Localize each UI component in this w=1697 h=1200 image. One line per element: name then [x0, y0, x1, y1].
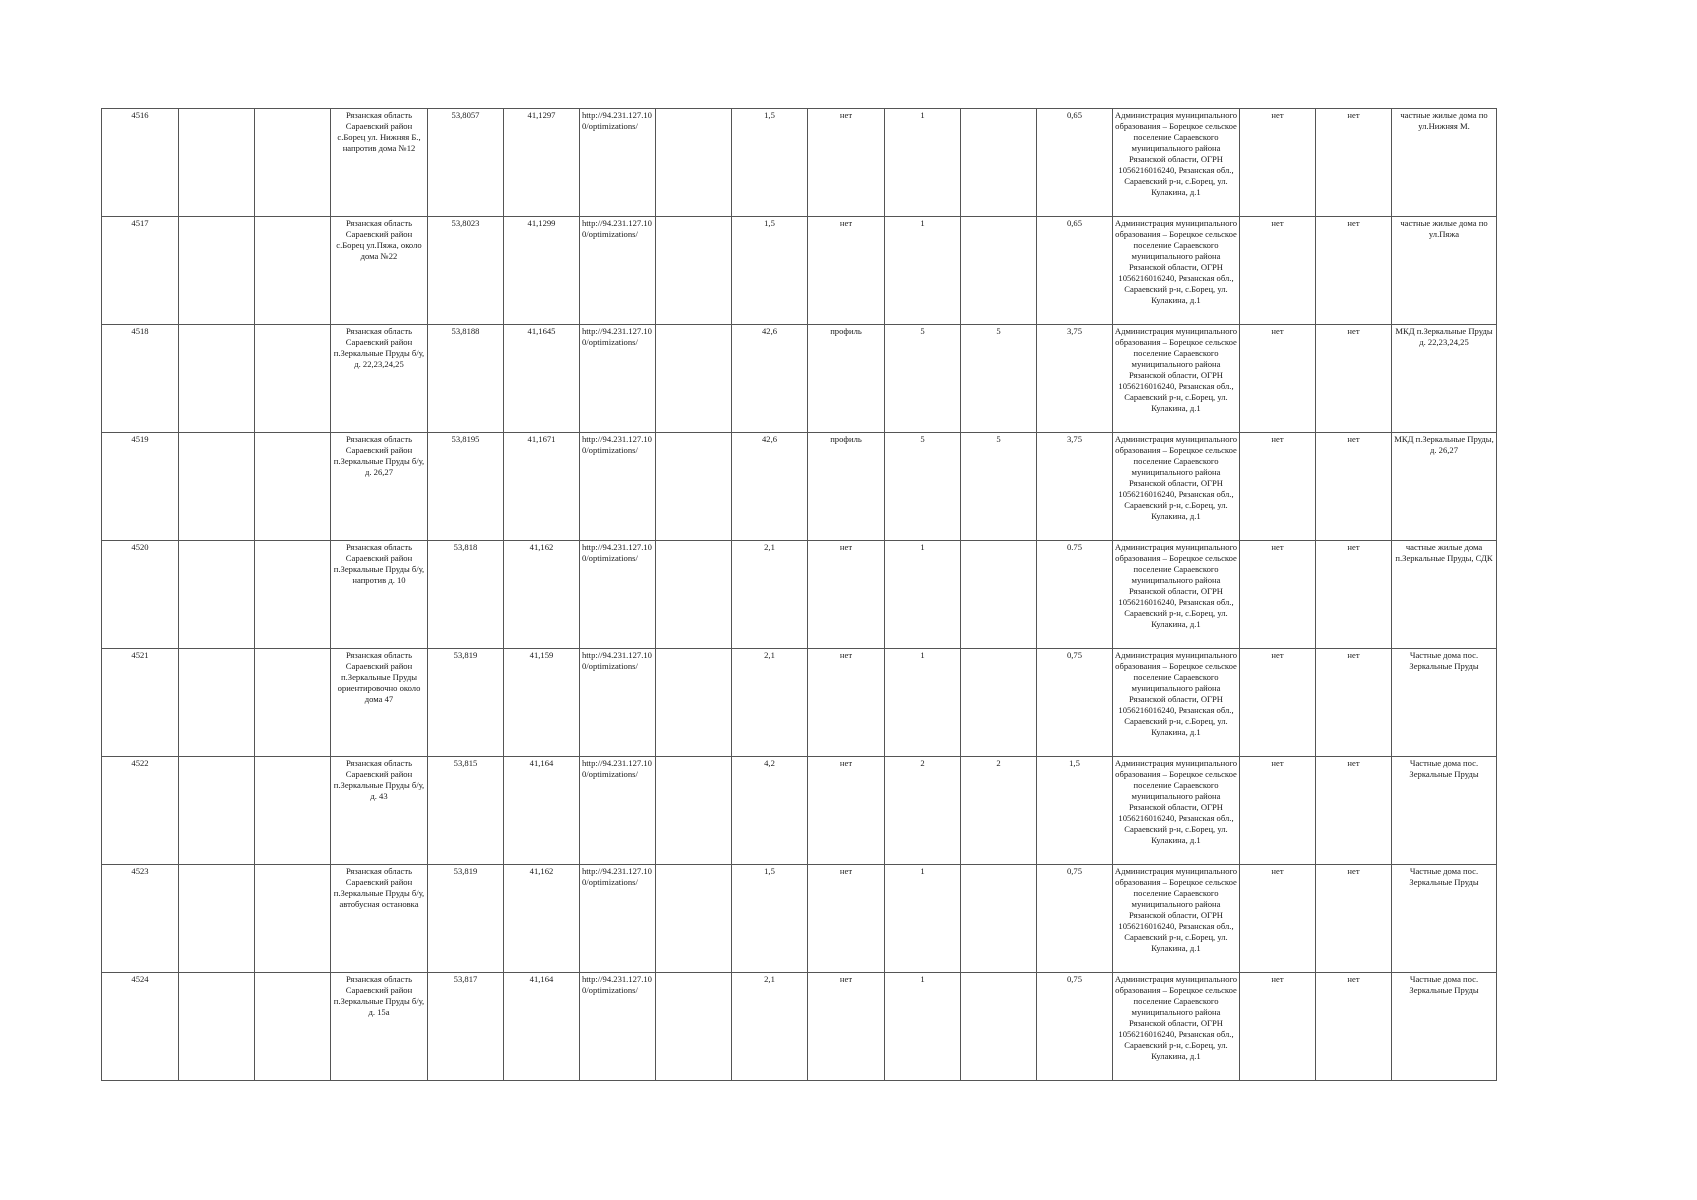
waste-source-cell: частные жилые дома по ул.Нижняя М. [1392, 109, 1497, 217]
area-cell: 1,5 [732, 109, 808, 217]
row-id-cell: 4524 [102, 973, 179, 1081]
cover-type-cell: нет [808, 973, 885, 1081]
row-id-cell: 4523 [102, 865, 179, 973]
flag-cell: нет [1316, 433, 1392, 541]
empty-cell [255, 541, 331, 649]
planned-count-cell [961, 973, 1037, 1081]
table-row [102, 217, 1497, 325]
row-id-cell: 4517 [102, 217, 179, 325]
map-link-cell[interactable]: http://94.231.127.10 0/optimizations/ [580, 865, 656, 973]
latitude-cell: 53,815 [428, 757, 504, 865]
owner-cell: Администрация муниципального образования – Борецкое сельское поселение Сараевского муниципального района Рязанской области, ОГРН 1056216016240, Рязанская обл., Сараевский р-н, с.Борец, ул. Кулакина, д.1 [1113, 649, 1240, 757]
cover-type-cell: нет [808, 541, 885, 649]
map-link-cell[interactable]: http://94.231.127.10 0/optimizations/ [580, 217, 656, 325]
waste-source-cell: частные жилые дома п.Зеркальные Пруды, СДК [1392, 541, 1497, 649]
container-count-cell: 2 [885, 757, 961, 865]
empty-cell [656, 649, 732, 757]
map-link-cell[interactable]: http://94.231.127.10 0/optimizations/ [580, 325, 656, 433]
flag-cell: нет [1240, 757, 1316, 865]
flag-cell: нет [1240, 325, 1316, 433]
waste-source-cell: частные жилые дома по ул.Пяжа [1392, 217, 1497, 325]
map-link-cell[interactable]: http://94.231.127.10 0/optimizations/ [580, 649, 656, 757]
flag-cell: нет [1240, 865, 1316, 973]
row-id-cell: 4521 [102, 649, 179, 757]
empty-cell [255, 649, 331, 757]
longitude-cell: 41,1671 [504, 433, 580, 541]
cover-type-cell: нет [808, 217, 885, 325]
container-count-cell: 1 [885, 541, 961, 649]
volume-cell: 1,5 [1037, 757, 1113, 865]
table-row [102, 325, 1497, 433]
address-cell: Рязанская область Сараевский район п.Зеркальные Пруды б/у, д. 15а [331, 973, 428, 1081]
latitude-cell: 53,8188 [428, 325, 504, 433]
empty-cell [255, 973, 331, 1081]
owner-cell: Администрация муниципального образования – Борецкое сельское поселение Сараевского муниципального района Рязанской области, ОГРН 1056216016240, Рязанская обл., Сараевский р-н, с.Борец, ул. Кулакина, д.1 [1113, 325, 1240, 433]
table-row [102, 433, 1497, 541]
empty-cell [656, 217, 732, 325]
empty-cell [179, 109, 255, 217]
empty-cell [656, 541, 732, 649]
planned-count-cell [961, 109, 1037, 217]
flag-cell: нет [1240, 973, 1316, 1081]
latitude-cell: 53,819 [428, 865, 504, 973]
flag-cell: нет [1316, 757, 1392, 865]
cover-type-cell: профиль [808, 325, 885, 433]
waste-source-cell: Частные дома пос. Зеркальные Пруды [1392, 865, 1497, 973]
empty-cell [255, 217, 331, 325]
planned-count-cell: 2 [961, 757, 1037, 865]
planned-count-cell [961, 217, 1037, 325]
flag-cell: нет [1316, 973, 1392, 1081]
planned-count-cell: 5 [961, 325, 1037, 433]
cover-type-cell: нет [808, 109, 885, 217]
flag-cell: нет [1316, 217, 1392, 325]
container-count-cell: 1 [885, 649, 961, 757]
area-cell: 42,6 [732, 433, 808, 541]
flag-cell: нет [1240, 433, 1316, 541]
map-link-cell[interactable]: http://94.231.127.10 0/optimizations/ [580, 757, 656, 865]
flag-cell: нет [1240, 649, 1316, 757]
cover-type-cell: нет [808, 757, 885, 865]
waste-source-cell: МКД п.Зеркальные Пруды, д. 26,27 [1392, 433, 1497, 541]
cover-type-cell: профиль [808, 433, 885, 541]
area-cell: 2,1 [732, 649, 808, 757]
empty-cell [255, 325, 331, 433]
planned-count-cell: 5 [961, 433, 1037, 541]
table-row [102, 757, 1497, 865]
owner-cell: Администрация муниципального образования – Борецкое сельское поселение Сараевского муниципального района Рязанской области, ОГРН 1056216016240, Рязанская обл., Сараевский р-н, с.Борец, ул. Кулакина, д.1 [1113, 865, 1240, 973]
table-body [102, 109, 1497, 1081]
empty-cell [656, 865, 732, 973]
volume-cell: 0,75 [1037, 973, 1113, 1081]
address-cell: Рязанская область Сараевский район п.Зеркальные Пруды б/у, д. 26,27 [331, 433, 428, 541]
waste-source-cell: Частные дома пос. Зеркальные Пруды [1392, 757, 1497, 865]
address-cell: Рязанская область Сараевский район с.Борец ул. Нижняя Б., напротив дома №12 [331, 109, 428, 217]
address-cell: Рязанская область Сараевский район п.Зеркальные Пруды б/у, автобусная остановка [331, 865, 428, 973]
container-sites-registry-table [101, 108, 1497, 1081]
volume-cell: 3,75 [1037, 433, 1113, 541]
latitude-cell: 53,8057 [428, 109, 504, 217]
volume-cell: 0,65 [1037, 109, 1113, 217]
flag-cell: нет [1240, 217, 1316, 325]
map-link-cell[interactable]: http://94.231.127.10 0/optimizations/ [580, 973, 656, 1081]
waste-source-cell: Частные дома пос. Зеркальные Пруды [1392, 649, 1497, 757]
map-link-cell[interactable]: http://94.231.127.10 0/optimizations/ [580, 109, 656, 217]
area-cell: 4,2 [732, 757, 808, 865]
empty-cell [179, 649, 255, 757]
owner-cell: Администрация муниципального образования – Борецкое сельское поселение Сараевского муниципального района Рязанской области, ОГРН 1056216016240, Рязанская обл., Сараевский р-н, с.Борец, ул. Кулакина, д.1 [1113, 217, 1240, 325]
area-cell: 2,1 [732, 541, 808, 649]
empty-cell [179, 541, 255, 649]
flag-cell: нет [1240, 109, 1316, 217]
owner-cell: Администрация муниципального образования – Борецкое сельское поселение Сараевского муниципального района Рязанской области, ОГРН 1056216016240, Рязанская обл., Сараевский р-н, с.Борец, ул. Кулакина, д.1 [1113, 541, 1240, 649]
longitude-cell: 41,1299 [504, 217, 580, 325]
waste-source-cell: МКД п.Зеркальные Пруды д. 22,23,24,25 [1392, 325, 1497, 433]
cover-type-cell: нет [808, 865, 885, 973]
row-id-cell: 4518 [102, 325, 179, 433]
row-id-cell: 4516 [102, 109, 179, 217]
area-cell: 1,5 [732, 217, 808, 325]
cover-type-cell: нет [808, 649, 885, 757]
longitude-cell: 41,162 [504, 865, 580, 973]
longitude-cell: 41,159 [504, 649, 580, 757]
map-link-cell[interactable]: http://94.231.127.10 0/optimizations/ [580, 541, 656, 649]
row-id-cell: 4520 [102, 541, 179, 649]
address-cell: Рязанская область Сараевский район п.Зеркальные Пруды б/у, д. 43 [331, 757, 428, 865]
flag-cell: нет [1316, 649, 1392, 757]
volume-cell: 0,65 [1037, 217, 1113, 325]
row-id-cell: 4522 [102, 757, 179, 865]
owner-cell: Администрация муниципального образования – Борецкое сельское поселение Сараевского муниципального района Рязанской области, ОГРН 1056216016240, Рязанская обл., Сараевский р-н, с.Борец, ул. Кулакина, д.1 [1113, 757, 1240, 865]
empty-cell [255, 109, 331, 217]
address-cell: Рязанская область Сараевский район п.Зеркальные Пруды б/у, напротив д. 10 [331, 541, 428, 649]
longitude-cell: 41,1645 [504, 325, 580, 433]
longitude-cell: 41,1297 [504, 109, 580, 217]
longitude-cell: 41,164 [504, 973, 580, 1081]
flag-cell: нет [1240, 541, 1316, 649]
area-cell: 42,6 [732, 325, 808, 433]
latitude-cell: 53,819 [428, 649, 504, 757]
row-id-cell: 4519 [102, 433, 179, 541]
planned-count-cell [961, 541, 1037, 649]
address-cell: Рязанская область Сараевский район с.Борец ул.Пяжа, около дома №22 [331, 217, 428, 325]
empty-cell [179, 973, 255, 1081]
planned-count-cell [961, 865, 1037, 973]
area-cell: 1,5 [732, 865, 808, 973]
flag-cell: нет [1316, 865, 1392, 973]
planned-count-cell [961, 649, 1037, 757]
longitude-cell: 41,164 [504, 757, 580, 865]
area-cell: 2,1 [732, 973, 808, 1081]
flag-cell: нет [1316, 325, 1392, 433]
container-count-cell: 1 [885, 109, 961, 217]
empty-cell [656, 973, 732, 1081]
container-count-cell: 1 [885, 865, 961, 973]
empty-cell [255, 757, 331, 865]
address-cell: Рязанская область Сараевский район п.Зеркальные Пруды б/у, д. 22,23,24,25 [331, 325, 428, 433]
flag-cell: нет [1316, 109, 1392, 217]
longitude-cell: 41,162 [504, 541, 580, 649]
empty-cell [179, 757, 255, 865]
container-count-cell: 5 [885, 325, 961, 433]
map-link-cell[interactable]: http://94.231.127.10 0/optimizations/ [580, 433, 656, 541]
container-count-cell: 1 [885, 973, 961, 1081]
empty-cell [656, 325, 732, 433]
owner-cell: Администрация муниципального образования – Борецкое сельское поселение Сараевского муниципального района Рязанской области, ОГРН 1056216016240, Рязанская обл., Сараевский р-н, с.Борец, ул. Кулакина, д.1 [1113, 433, 1240, 541]
latitude-cell: 53,818 [428, 541, 504, 649]
empty-cell [656, 757, 732, 865]
volume-cell: 3,75 [1037, 325, 1113, 433]
table-row [102, 649, 1497, 757]
table-row [102, 541, 1497, 649]
owner-cell: Администрация муниципального образования – Борецкое сельское поселение Сараевского муниципального района Рязанской области, ОГРН 1056216016240, Рязанская обл., Сараевский р-н, с.Борец, ул. Кулакина, д.1 [1113, 109, 1240, 217]
latitude-cell: 53,8023 [428, 217, 504, 325]
waste-source-cell: Частные дома пос. Зеркальные Пруды [1392, 973, 1497, 1081]
volume-cell: 0,75 [1037, 649, 1113, 757]
table-row [102, 865, 1497, 973]
latitude-cell: 53,817 [428, 973, 504, 1081]
latitude-cell: 53,8195 [428, 433, 504, 541]
empty-cell [656, 433, 732, 541]
address-cell: Рязанская область Сараевский район п.Зеркальные Пруды ориентировочно около дома 47 [331, 649, 428, 757]
empty-cell [179, 217, 255, 325]
empty-cell [179, 865, 255, 973]
container-count-cell: 1 [885, 217, 961, 325]
empty-cell [179, 325, 255, 433]
empty-cell [656, 109, 732, 217]
container-count-cell: 5 [885, 433, 961, 541]
table-row [102, 109, 1497, 217]
volume-cell: 0,75 [1037, 865, 1113, 973]
owner-cell: Администрация муниципального образования – Борецкое сельское поселение Сараевского муниципального района Рязанской области, ОГРН 1056216016240, Рязанская обл., Сараевский р-н, с.Борец, ул. Кулакина, д.1 [1113, 973, 1240, 1081]
empty-cell [255, 433, 331, 541]
empty-cell [255, 865, 331, 973]
table-row [102, 973, 1497, 1081]
flag-cell: нет [1316, 541, 1392, 649]
empty-cell [179, 433, 255, 541]
volume-cell: 0.75 [1037, 541, 1113, 649]
